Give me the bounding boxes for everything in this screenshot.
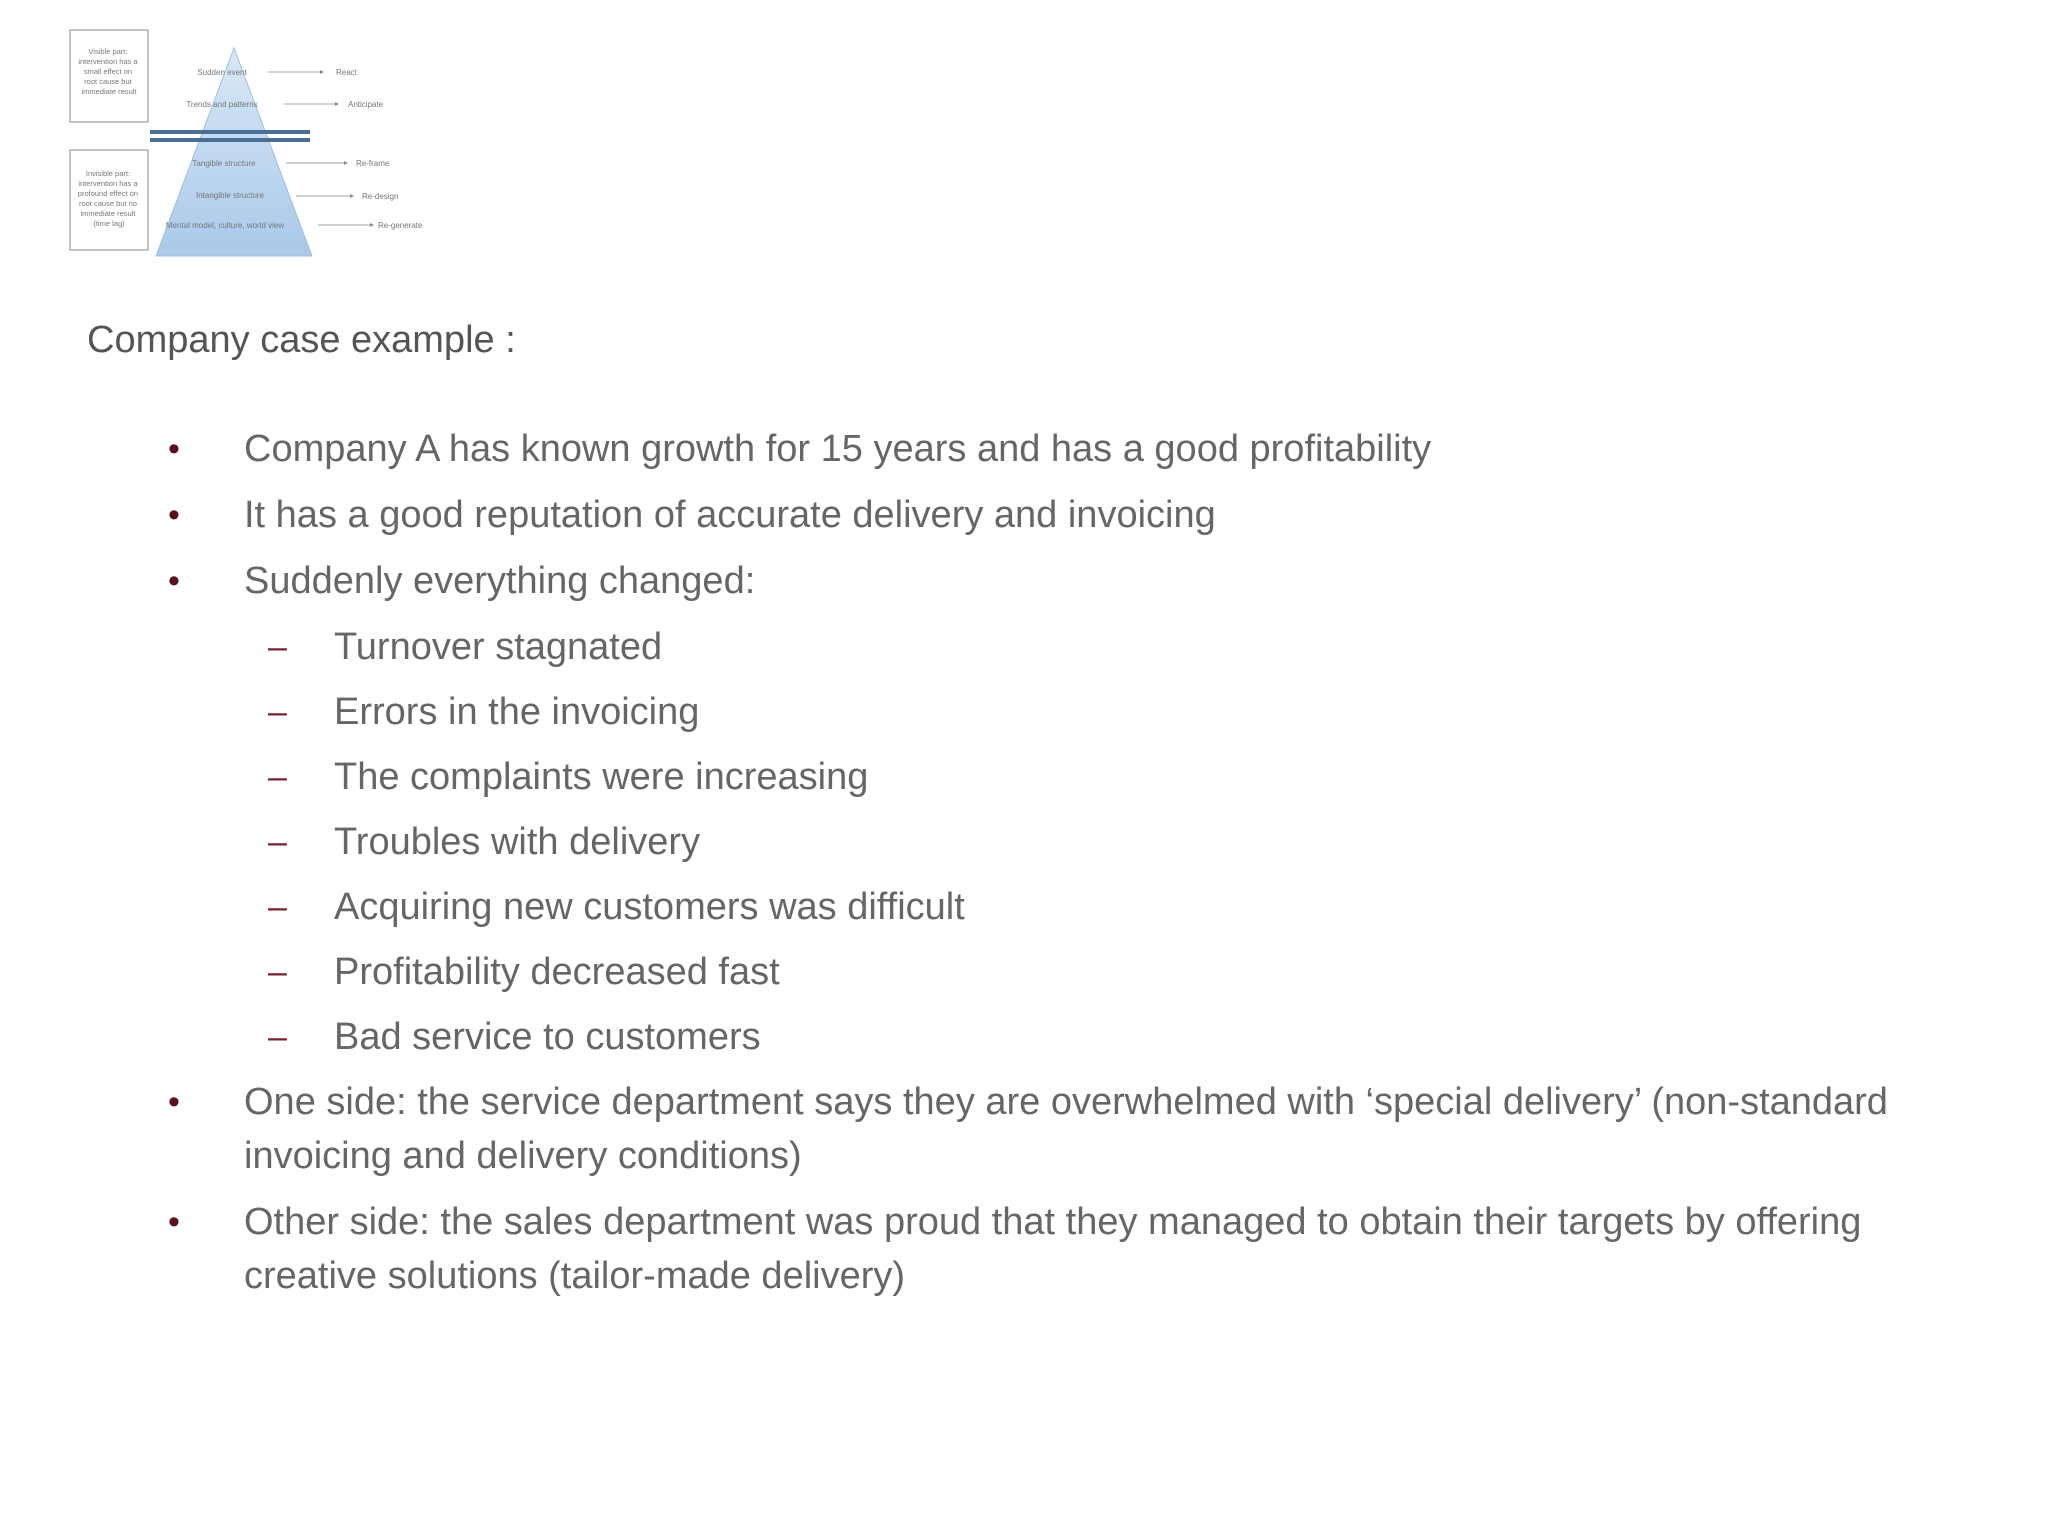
sub-bullet-item — [0, 945, 2048, 999]
bullet-item — [0, 554, 2048, 608]
action-react: React — [336, 68, 357, 77]
bullet-item — [0, 1075, 2048, 1183]
bullet-marker: • — [168, 1203, 180, 1241]
bullet-text: Company A has known growth for 15 years and has a good profitability — [244, 428, 1432, 470]
dash-marker: – — [268, 628, 287, 666]
dash-marker: – — [268, 758, 287, 796]
sub-bullet-item — [0, 620, 2048, 674]
action-reframe: Re-frame — [356, 159, 390, 168]
bullet-text: Other side: the sales department was proud that they managed to obtain their targets by offering creative solutions (tailor-made delivery) — [244, 1201, 1862, 1297]
dash-marker: – — [268, 1018, 287, 1056]
sub-bullet-text: Acquiring new customers was difficult — [334, 886, 965, 928]
visible-part-text: Visible part: intervention has a small effect on root cause but immediate result — [78, 47, 138, 96]
dash-marker: – — [268, 693, 287, 731]
sub-bullet-item — [0, 1010, 2048, 1064]
waterline-bottom — [150, 138, 310, 142]
iceberg-diagram — [60, 20, 460, 270]
bullet-item — [0, 1195, 2048, 1303]
level-label-mental-model: Mental model, culture, world view — [165, 221, 285, 230]
sub-bullet-item — [0, 685, 2048, 739]
level-label-sudden-event: Sudden event — [197, 68, 247, 77]
level-label-trends: Trends and patterns — [186, 100, 258, 109]
invisible-part-text: Invisible part: intervention has a profound effect on root cause but no immediate result (time lag) — [77, 169, 139, 228]
sub-bullet-text: Bad service to customers — [334, 1016, 761, 1058]
sub-bullet-item — [0, 750, 2048, 804]
level-label-intangible: Intangible structure — [195, 191, 265, 200]
bullet-item — [0, 488, 2048, 542]
bullet-item — [0, 422, 2048, 476]
sub-bullet-text: Turnover stagnated — [334, 626, 663, 668]
waterline-top — [150, 130, 310, 134]
bullet-list — [0, 422, 2048, 1315]
sub-bullet-text: The complaints were increasing — [334, 756, 869, 798]
action-regenerate: Re-generate — [378, 221, 423, 230]
bullet-text: It has a good reputation of accurate delivery and invoicing — [244, 494, 1216, 536]
dash-marker: – — [268, 888, 287, 926]
visible-part-box — [70, 30, 148, 122]
bullet-marker: • — [168, 496, 180, 534]
bullet-text: One side: the service department says they are overwhelmed with ‘special delivery’ (non-standard invoicing and delivery conditions) — [244, 1081, 1888, 1177]
slide-heading: Company case example : — [87, 319, 516, 361]
bullet-text: Suddenly everything changed: — [244, 560, 756, 602]
sub-bullet-text: Errors in the invoicing — [334, 691, 700, 733]
dash-marker: – — [268, 823, 287, 861]
bullet-marker: • — [168, 430, 180, 468]
bullet-marker: • — [168, 562, 180, 600]
action-anticipate: Anticipate — [348, 100, 384, 109]
dash-marker: – — [268, 953, 287, 991]
sub-bullet-item — [0, 880, 2048, 934]
sub-bullet-text: Troubles with delivery — [334, 821, 701, 863]
level-label-tangible: Tangible structure — [192, 159, 256, 168]
bullet-marker: • — [168, 1083, 180, 1121]
sub-bullet-text: Profitability decreased fast — [334, 951, 780, 993]
sub-bullet-item — [0, 815, 2048, 869]
action-redesign: Re-design — [362, 192, 399, 201]
